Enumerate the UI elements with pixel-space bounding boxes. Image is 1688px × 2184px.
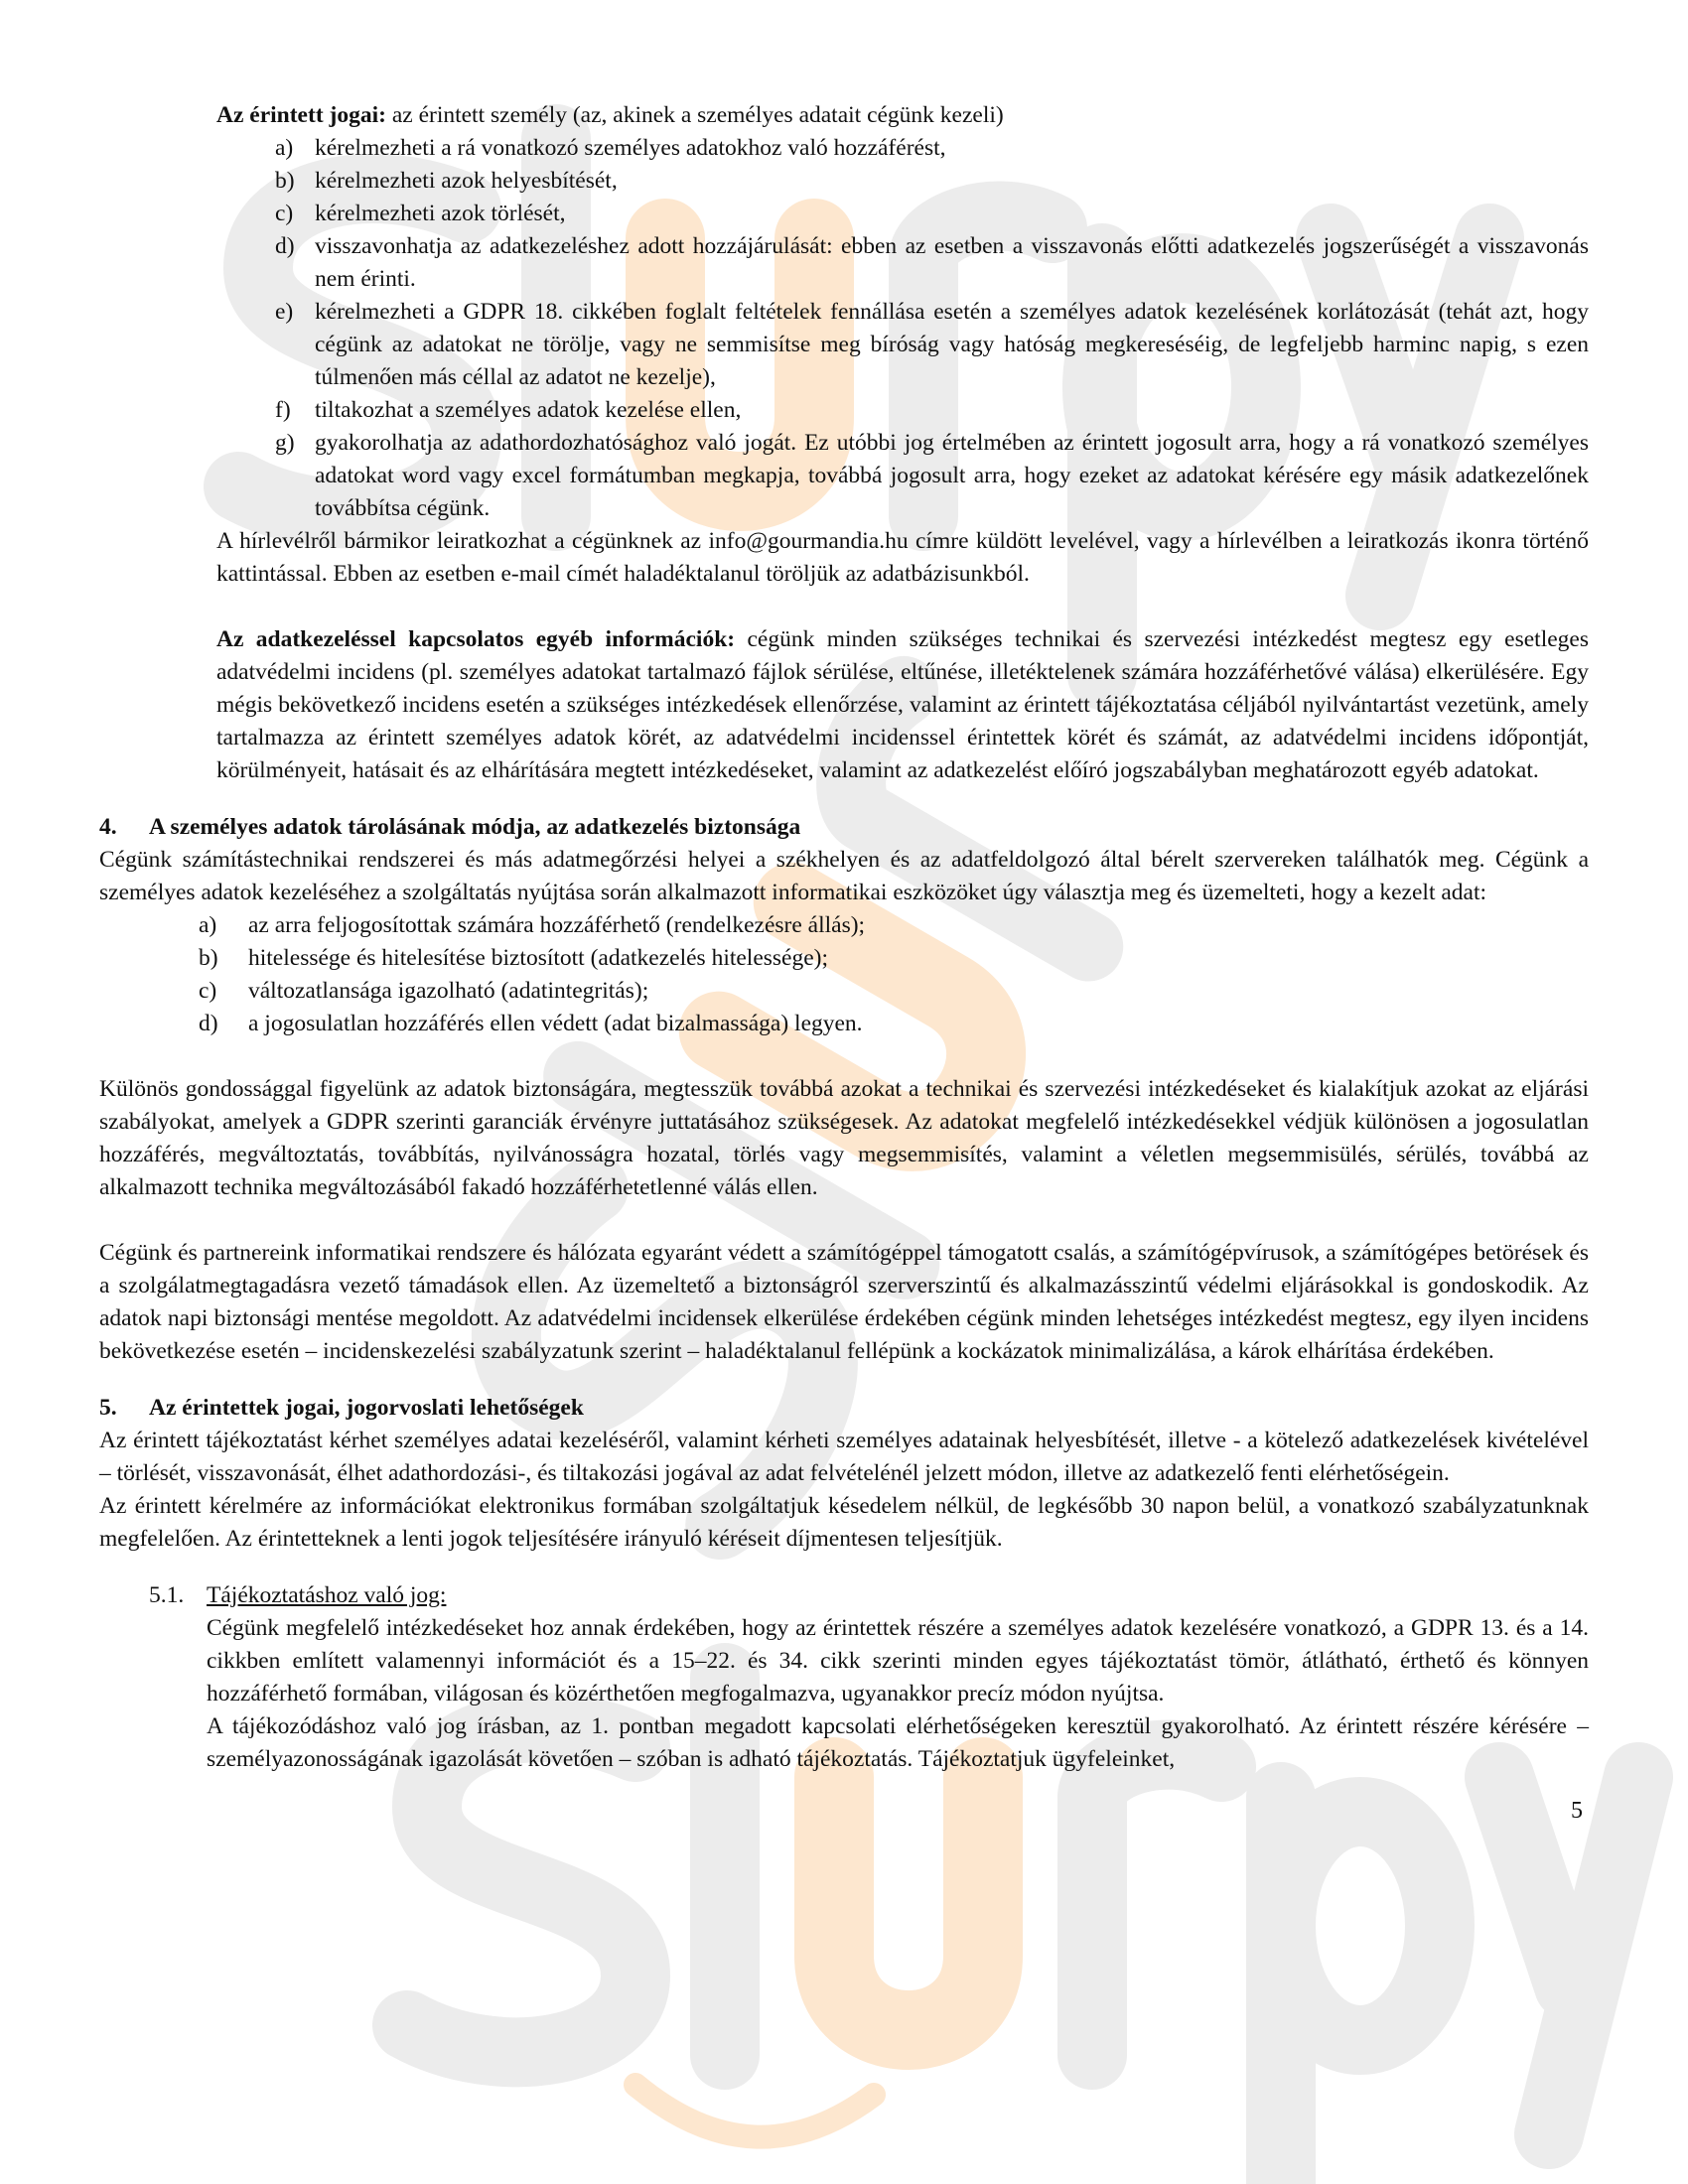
section-5-paragraph-2: Az érintett kérelmére az információkat elektronikus formában szolgáltatjuk késedelem nélkül, de legkésőbb 30 napon belül, a vonatkozó szabályzatunknak megfelelően. Az érintetteknek a lenti jogok teljesítésére irányuló kéréseit díjmentesen teljesítjük.: [99, 1493, 1589, 1552]
spacer: [99, 787, 1589, 811]
section-title: Az érintettek jogai, jogorvoslati lehetőségek: [149, 1395, 584, 1421]
section-title: A személyes adatok tárolásának módja, az adatkezelés biztonsága: [149, 814, 801, 840]
list-item: [99, 942, 1589, 975]
subsection-paragraph-2: A tájékozódáshoz való jog írásban, az 1. pontban megadott kapcsolati elérhetőségeken keresztül gyakorolható. Az érintett részére kérésére – személyazonosságának igazolását követően – szóban is adható tájékoztatás. Tájékoztatjuk ügyfeleinket,: [207, 1713, 1589, 1772]
subsection-heading: [149, 1579, 1589, 1612]
rights-lead: Az érintett jogai:: [216, 102, 386, 128]
page-number: 5: [1571, 1798, 1583, 1824]
list-letter: a): [199, 912, 217, 938]
rights-list: [99, 132, 1589, 525]
list-item: [99, 909, 1589, 942]
list-item: [99, 427, 1589, 525]
list-letter: g): [275, 430, 295, 456]
list-item: [99, 1008, 1589, 1040]
rights-block: [99, 99, 1589, 132]
security-list: [99, 909, 1589, 1040]
other-info-paragraph: [216, 623, 1589, 787]
section-4-paragraph-2: Cégünk és partnereink informatikai rendszere és hálózata egyaránt védett a számítógéppel támogatott csalás, a számítógépvírusok, a számítógépes betörések és a szolgálatmegtagadásra vezető támadások ellen. Az üzemeltető a biztonságról szerverszintű és alkalmazásszintű védelmi eljárásokkal is gondoskodik. Az adatok napi biztonsági mentése megoldott. Az adatvédelmi incidensek elkerülése érdekében cégünk minden lehetséges intézkedést megtesz, egy ilyen incidens bekövetkezése esetén – incidenskezelési szabályzatunk szerint – haladéktalanul fellépünk a kockázatok minimalizálása, a károk elhárítása érdekében.: [99, 1240, 1589, 1364]
section-5-paragraph-1: Az érintett tájékoztatást kérhet személyes adatai kezeléséről, valamint kérheti személyes adatainak helyesbítését, illetve - a kötelező adatkezelések kivételével – törlését, visszavonását, élhet adathordozási-, és tiltakozási jogával az adat felvételénél jelzett módon, illetve az adatkezelő fenti elérhetőségein.: [99, 1428, 1589, 1486]
subsection-paragraph-1: Cégünk megfelelő intézkedéseket hoz annak érdekében, hogy az érintettek részére a személyes adatok kezelésére vonatkozó, a GDPR 13. és a 14. cikkben említett valamennyi információt és a 15–22. és 34. cikk szerinti minden egyes tájékoztatást tömör, átlátható, érthető és könnyen hozzáférhető formában, világosan és közérthetően megfogalmazva, ugyanakkor precíz módon nyújtsa.: [207, 1615, 1589, 1706]
list-text: hitelessége és hitelesítése biztosított (adatkezelés hitelessége);: [248, 945, 829, 971]
list-text: kérelmezheti azok helyesbítését,: [315, 168, 618, 194]
list-item: [99, 198, 1589, 230]
list-item: [99, 230, 1589, 296]
newsletter-block: [99, 525, 1589, 787]
subsection-5-1: [99, 1579, 1589, 1776]
subsection-number: 5.1.: [149, 1582, 185, 1608]
list-text: tiltakozhat a személyes adatok kezelése ellen,: [315, 397, 742, 423]
list-text: kérelmezheti azok törlését,: [315, 201, 566, 226]
section-4-heading: [99, 811, 1589, 844]
document-body: [99, 0, 1589, 1776]
list-item: [99, 132, 1589, 165]
other-info-lead: Az adatkezeléssel kapcsolatos egyéb információk:: [216, 626, 736, 652]
list-letter: f): [275, 397, 291, 423]
list-letter: b): [199, 945, 218, 971]
spacer: [216, 591, 1589, 623]
spacer: [99, 1556, 1589, 1579]
list-text: gyakorolhatja az adathordozhatósághoz való jogát. Ez utóbbi jog értelmében az érintett jogosult arra, hogy a rá vonatkozó személyes adatokat word vagy excel formátumban megkapja, továbbá jogosult arra, hogy ezeket az adatokat kérésére egy másik adatkezelőnek továbbítsa cégünk.: [315, 430, 1589, 521]
list-letter: a): [275, 135, 294, 161]
subsection-title: Tájékoztatáshoz való jog:: [207, 1582, 447, 1608]
section-4-paragraph-1: Különös gondossággal figyelünk az adatok biztonságára, megtesszük továbbá azokat a technikai és szervezési intézkedéseket és kialakítjuk azokat az eljárási szabályokat, amelyek a GDPR szerinti garanciák érvényre juttatásához szükségesek. Az adatokat megfelelő intézkedésekkel védjük különösen a jogosulatlan hozzáférés, megváltoztatás, továbbítás, nyilvánosságra hozatal, törlés vagy megsemmisítés, valamint a véletlen megsemmisülés, sérülés, továbbá az alkalmazott technika megváltozásából fakadó hozzáférhetetlenné válás ellen.: [99, 1076, 1589, 1200]
list-item: [99, 165, 1589, 198]
page-footer: [0, 1796, 1688, 1855]
rights-intro: [216, 99, 1589, 132]
list-text: kérelmezheti a rá vonatkozó személyes adatokhoz való hozzáférést,: [315, 135, 946, 161]
list-letter: b): [275, 168, 295, 194]
list-letter: d): [275, 233, 295, 259]
spacer: [99, 1040, 1589, 1073]
spacer: [99, 1368, 1589, 1392]
list-text: a jogosulatlan hozzáférés ellen védett (adat bizalmassága) legyen.: [248, 1011, 863, 1036]
list-text: változatlansága igazolható (adatintegritás);: [248, 978, 649, 1004]
list-text: kérelmezheti a GDPR 18. cikkében foglalt feltételek fennállása esetén a személyes adatok kezelésének korlátozását (tehát azt, hogy cégünk az adatokat ne törölje, vagy ne semmisítse meg bíróság vagy hatóság megkereséséig, de legfeljebb harminc napig, s ezen túlmenően más céllal az adatot ne kezelje),: [315, 299, 1589, 390]
newsletter-paragraph: A hírlevélről bármikor leiratkozhat a cégünknek az info@gourmandia.hu címre küldött levelével, vagy a hírlevélben a leiratkozás ikonra történő kattintással. Ebben az esetben e-mail címét haladéktalanul töröljük az adatbázisunkból.: [216, 528, 1589, 587]
list-letter: e): [275, 299, 294, 325]
list-text: visszavonhatja az adatkezeléshez adott hozzájárulását: ebben az esetben a visszavonás előtti adatkezelés jogszerűségét a visszavonás nem érinti.: [315, 233, 1589, 292]
list-letter: c): [275, 201, 294, 226]
section-number: 5.: [99, 1395, 117, 1421]
section-number: 4.: [99, 814, 117, 840]
other-info-text: cégünk minden szükséges technikai és szervezési intézkedést megtesz egy esetleges adatvédelmi incidens (pl. személyes adatokat tartalmazó fájlok sérülése, eltűnése, illetéktelenek számára hozzáférhetővé válása) elkerülésére. Egy mégis bekövetkező incidens esetén a szükséges intézkedések ellenőrzése, valamint az érintett tájékoztatása céljából nyilvántartást vezetünk, amely tartalmazza az érintett személyes adatok körét, az adatvédelmi incidenssel érintettek körét és számát, az adatvédelmi incidens időpontját, körülményeit, hatásait és az elhárítására megtett intézkedéseket, valamint az adatkezelést előíró jogszabályban meghatározott egyéb adatokat.: [216, 626, 1589, 783]
rights-lead-text: az érintett személy (az, akinek a személyes adatait cégünk kezeli): [385, 102, 1004, 128]
list-letter: d): [199, 1011, 218, 1036]
list-letter: c): [199, 978, 217, 1004]
list-item: [99, 394, 1589, 427]
section-4-intro: Cégünk számítástechnikai rendszerei és más adatmegőrzési helyei a székhelyen és az adatfeldolgozó által bérelt szervereken találhatók meg. Cégünk a személyes adatok kezeléséhez a szolgáltatás nyújtása során alkalmazott informatikai eszközöket úgy választja meg és üzemelteti, hogy a kezelt adat:: [99, 847, 1589, 905]
section-5-heading: [99, 1392, 1589, 1425]
list-text: az arra feljogosítottak számára hozzáférhető (rendelkezésre állás);: [248, 912, 866, 938]
list-item: [99, 975, 1589, 1008]
list-item: [99, 296, 1589, 394]
spacer: [99, 1204, 1589, 1237]
